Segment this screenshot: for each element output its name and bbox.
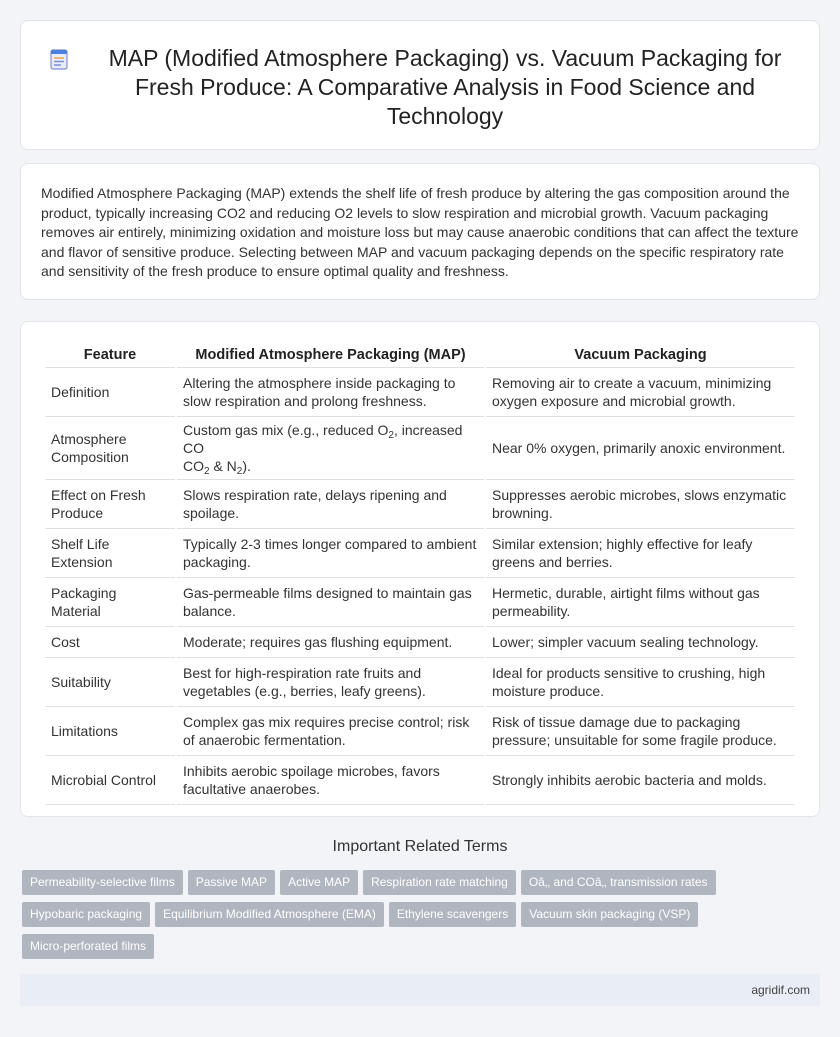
row-vacuum: Similar extension; highly effective for leafy greens and berries. bbox=[486, 529, 795, 578]
text-part: , increased CO bbox=[183, 422, 463, 456]
term-tag[interactable]: Passive MAP bbox=[188, 870, 275, 895]
header-map: Modified Atmosphere Packaging (MAP) bbox=[177, 344, 484, 368]
table-row bbox=[45, 707, 795, 756]
term-tag[interactable]: Oâ‚‚ and COâ‚‚ transmission rates bbox=[521, 870, 716, 895]
table-row bbox=[45, 368, 795, 417]
row-feature: Shelf Life Extension bbox=[45, 529, 175, 578]
intro-paragraph: Modified Atmosphere Packaging (MAP) extends the shelf life of fresh produce by altering the gas composition around the product, typically increasing CO2 and reducing O2 levels to slow respiration and microbial growth. Vacuum packaging removes air entirely, minimizing oxidation and moisture loss but may cause anaerobic conditions that can affect the texture and flavor of sensitive produce. Selecting between MAP and vacuum packaging depends on the specific respiratory rate and sensitivity of the fresh produce to ensure optimal quality and freshness. bbox=[41, 185, 799, 280]
row-vacuum: Removing air to create a vacuum, minimizing oxygen exposure and microbial growth. bbox=[486, 368, 795, 417]
row-feature: Packaging Material bbox=[45, 578, 175, 627]
row-map: Altering the atmosphere inside packaging to slow respiration and prolong freshness. bbox=[177, 368, 484, 417]
intro-card bbox=[20, 163, 820, 300]
page-title: MAP (Modified Atmosphere Packaging) vs. Vacuum Packaging for Fresh Produce: A Comparative Analysis in Food Science and Technology bbox=[108, 45, 782, 129]
term-tag[interactable]: Permeability-selective films bbox=[22, 870, 183, 895]
term-tag[interactable]: Respiration rate matching bbox=[363, 870, 516, 895]
footer-site-link[interactable]: agridif.com bbox=[751, 983, 810, 997]
term-tag[interactable]: Hypobaric packaging bbox=[22, 902, 150, 927]
row-map: Slows respiration rate, delays ripening and spoilage. bbox=[177, 480, 484, 529]
table-row bbox=[45, 578, 795, 627]
table-row bbox=[45, 417, 795, 480]
comparison-table bbox=[43, 344, 797, 805]
row-vacuum: Strongly inhibits aerobic bacteria and molds. bbox=[486, 756, 795, 805]
row-map: Custom gas mix (e.g., reduced $O_2$, increased CO $CO_2$ & $N_2$). bbox=[177, 417, 484, 480]
row-map: Typically 2-3 times longer compared to ambient packaging. bbox=[177, 529, 484, 578]
table-row bbox=[45, 658, 795, 707]
text-part: Custom gas mix (e.g., reduced O bbox=[183, 422, 389, 438]
document-icon bbox=[47, 47, 71, 71]
row-vacuum: Ideal for products sensitive to crushing, high moisture produce. bbox=[486, 658, 795, 707]
row-feature: Cost bbox=[45, 627, 175, 658]
row-feature: Definition bbox=[45, 368, 175, 417]
table-row bbox=[45, 480, 795, 529]
footer bbox=[20, 974, 820, 1006]
header-vacuum: Vacuum Packaging bbox=[486, 344, 795, 368]
subscript: 2 bbox=[236, 466, 243, 477]
row-vacuum: Suppresses aerobic microbes, slows enzymatic browning. bbox=[486, 480, 795, 529]
row-map: Moderate; requires gas flushing equipment. bbox=[177, 627, 484, 658]
row-feature: Microbial Control bbox=[45, 756, 175, 805]
title-card bbox=[20, 20, 820, 150]
subscript: 2 bbox=[388, 430, 394, 441]
comparison-table-card bbox=[20, 321, 820, 817]
row-vacuum: Risk of tissue damage due to packaging pressure; unsuitable for some fragile produce. bbox=[486, 707, 795, 756]
table-header-row bbox=[45, 344, 795, 368]
row-feature: Effect on Fresh Produce bbox=[45, 480, 175, 529]
term-tag[interactable]: Micro-perforated films bbox=[22, 934, 154, 959]
term-tag[interactable]: Equilibrium Modified Atmosphere (EMA) bbox=[155, 902, 384, 927]
row-map: Best for high-respiration rate fruits and vegetables (e.g., berries, leafy greens). bbox=[177, 658, 484, 707]
row-feature: Atmosphere Composition bbox=[45, 417, 175, 480]
row-feature: Limitations bbox=[45, 707, 175, 756]
row-vacuum: Near 0% oxygen, primarily anoxic environment. bbox=[486, 417, 795, 480]
term-tag[interactable]: Vacuum skin packaging (VSP) bbox=[521, 902, 698, 927]
related-terms-tags bbox=[22, 870, 812, 966]
row-feature: Suitability bbox=[45, 658, 175, 707]
term-tag[interactable]: Active MAP bbox=[280, 870, 358, 895]
row-vacuum: Hermetic, durable, airtight films without gas permeability. bbox=[486, 578, 795, 627]
row-vacuum: Lower; simpler vacuum sealing technology. bbox=[486, 627, 795, 658]
header-feature: Feature bbox=[45, 344, 175, 368]
table-row bbox=[45, 627, 795, 658]
table-row bbox=[45, 756, 795, 805]
row-map: Complex gas mix requires precise control; risk of anaerobic fermentation. bbox=[177, 707, 484, 756]
term-tag[interactable]: Ethylene scavengers bbox=[389, 902, 516, 927]
subscript: 2 bbox=[204, 466, 210, 477]
text-part: ). bbox=[242, 458, 251, 474]
row-map: Inhibits aerobic spoilage microbes, favors facultative anaerobes. bbox=[177, 756, 484, 805]
row-map: Gas-permeable films designed to maintain gas balance. bbox=[177, 578, 484, 627]
related-terms-heading: Important Related Terms bbox=[332, 838, 508, 855]
text-part: & N bbox=[209, 458, 237, 474]
table-row bbox=[45, 529, 795, 578]
